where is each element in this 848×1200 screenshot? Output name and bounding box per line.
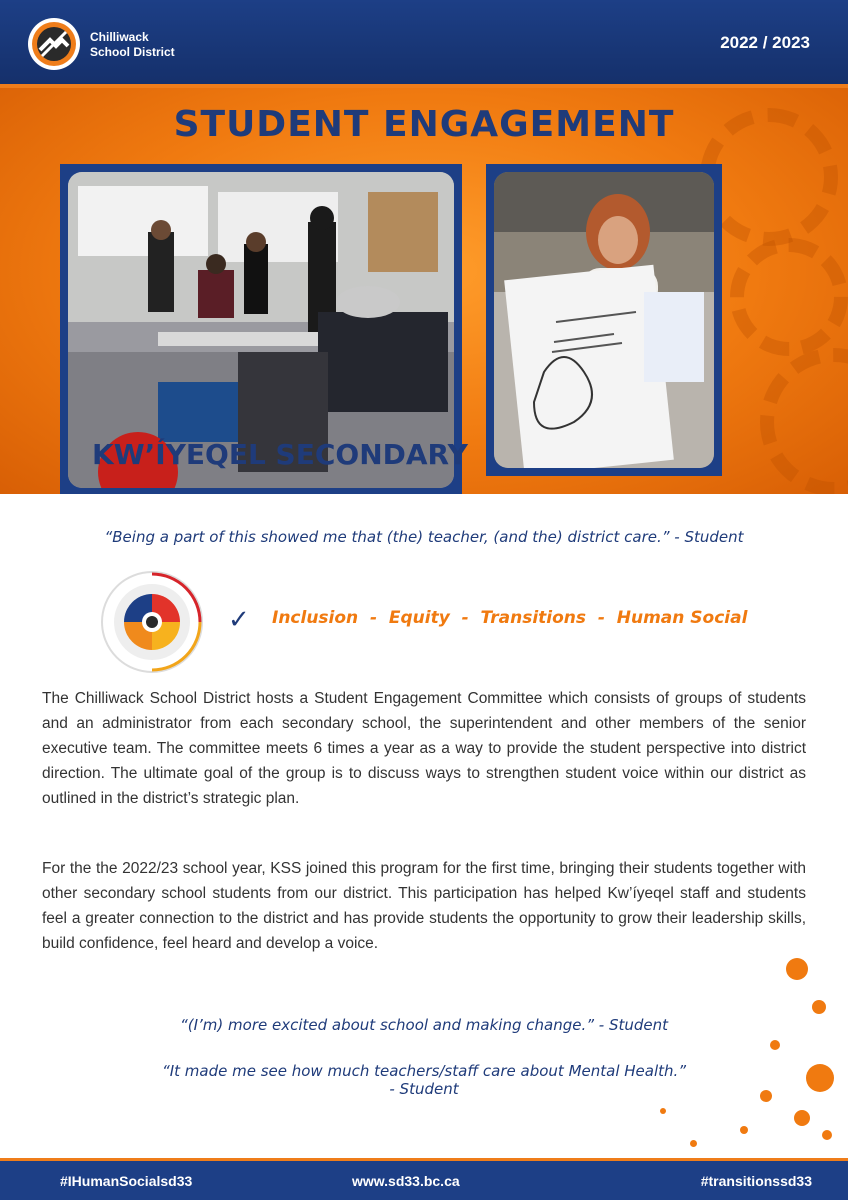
student-quote-1: “Being a part of this showed me that (the) teacher, (and the) district care.” - Student: [104, 528, 744, 546]
school-year: 2022 / 2023: [720, 33, 810, 52]
school-name: KW’ÍYEQEL SECONDARY: [92, 438, 468, 471]
student-quote-3-text: “It made me see how much teachers/staff care about Mental Health.”: [161, 1062, 687, 1080]
student-writing-photo-image: [494, 172, 714, 468]
student-writing-photo: [486, 164, 722, 476]
page-footer: [0, 1158, 848, 1200]
body-paragraph-2: For the the 2022/23 school year, KSS joined this program for the first time, bringing their students together with other secondary school students from our district. This participation has helped Kw’íyeqel staff and students feel a greater connection to the district and has provide students the opportunity to grow their leadership skills, build confidence, feel heard and develop a voice.: [42, 860, 806, 952]
strategic-plan-wheel-icon: [100, 570, 204, 674]
hero-banner: [0, 88, 848, 494]
page-header: [0, 0, 848, 88]
gear-icon: [760, 348, 848, 494]
footer-hashtag-transitions[interactable]: #transitionssd33: [700, 1173, 812, 1189]
gear-icon: [730, 238, 848, 356]
footer-website-link[interactable]: www.sd33.bc.ca: [352, 1173, 460, 1189]
footer-hashtag-human-social[interactable]: #IHumanSocialsd33: [60, 1173, 193, 1189]
page-title: STUDENT ENGAGEMENT: [173, 104, 675, 145]
body-paragraph-1: The Chilliwack School District hosts a Student Engagement Committee which consists of groups of students and an administrator from each secondary school, the superintendent and other members of the senior executive team. The committee meets 6 times a year as a way to provide the student perspective into district direction. The ultimate goal of the group is to discuss ways to strengthen student voice within our district as outlined in the district’s strategic plan.: [42, 690, 806, 807]
student-quote-2: “(I’m) more excited about school and making change.” - Student: [179, 1016, 668, 1034]
district-name-line1: Chilliwack: [90, 30, 149, 44]
strategic-pillars: Inclusion - Equity - Transitions - Human Social: [272, 608, 748, 628]
district-name: [90, 30, 175, 60]
district-logo-icon: [26, 16, 82, 72]
checkmark-icon: ✓: [228, 604, 250, 634]
student-quote-3-attribution: - Student: [389, 1080, 459, 1098]
district-name-line2: School District: [90, 45, 175, 59]
student-quote-3: [0, 1062, 848, 1098]
